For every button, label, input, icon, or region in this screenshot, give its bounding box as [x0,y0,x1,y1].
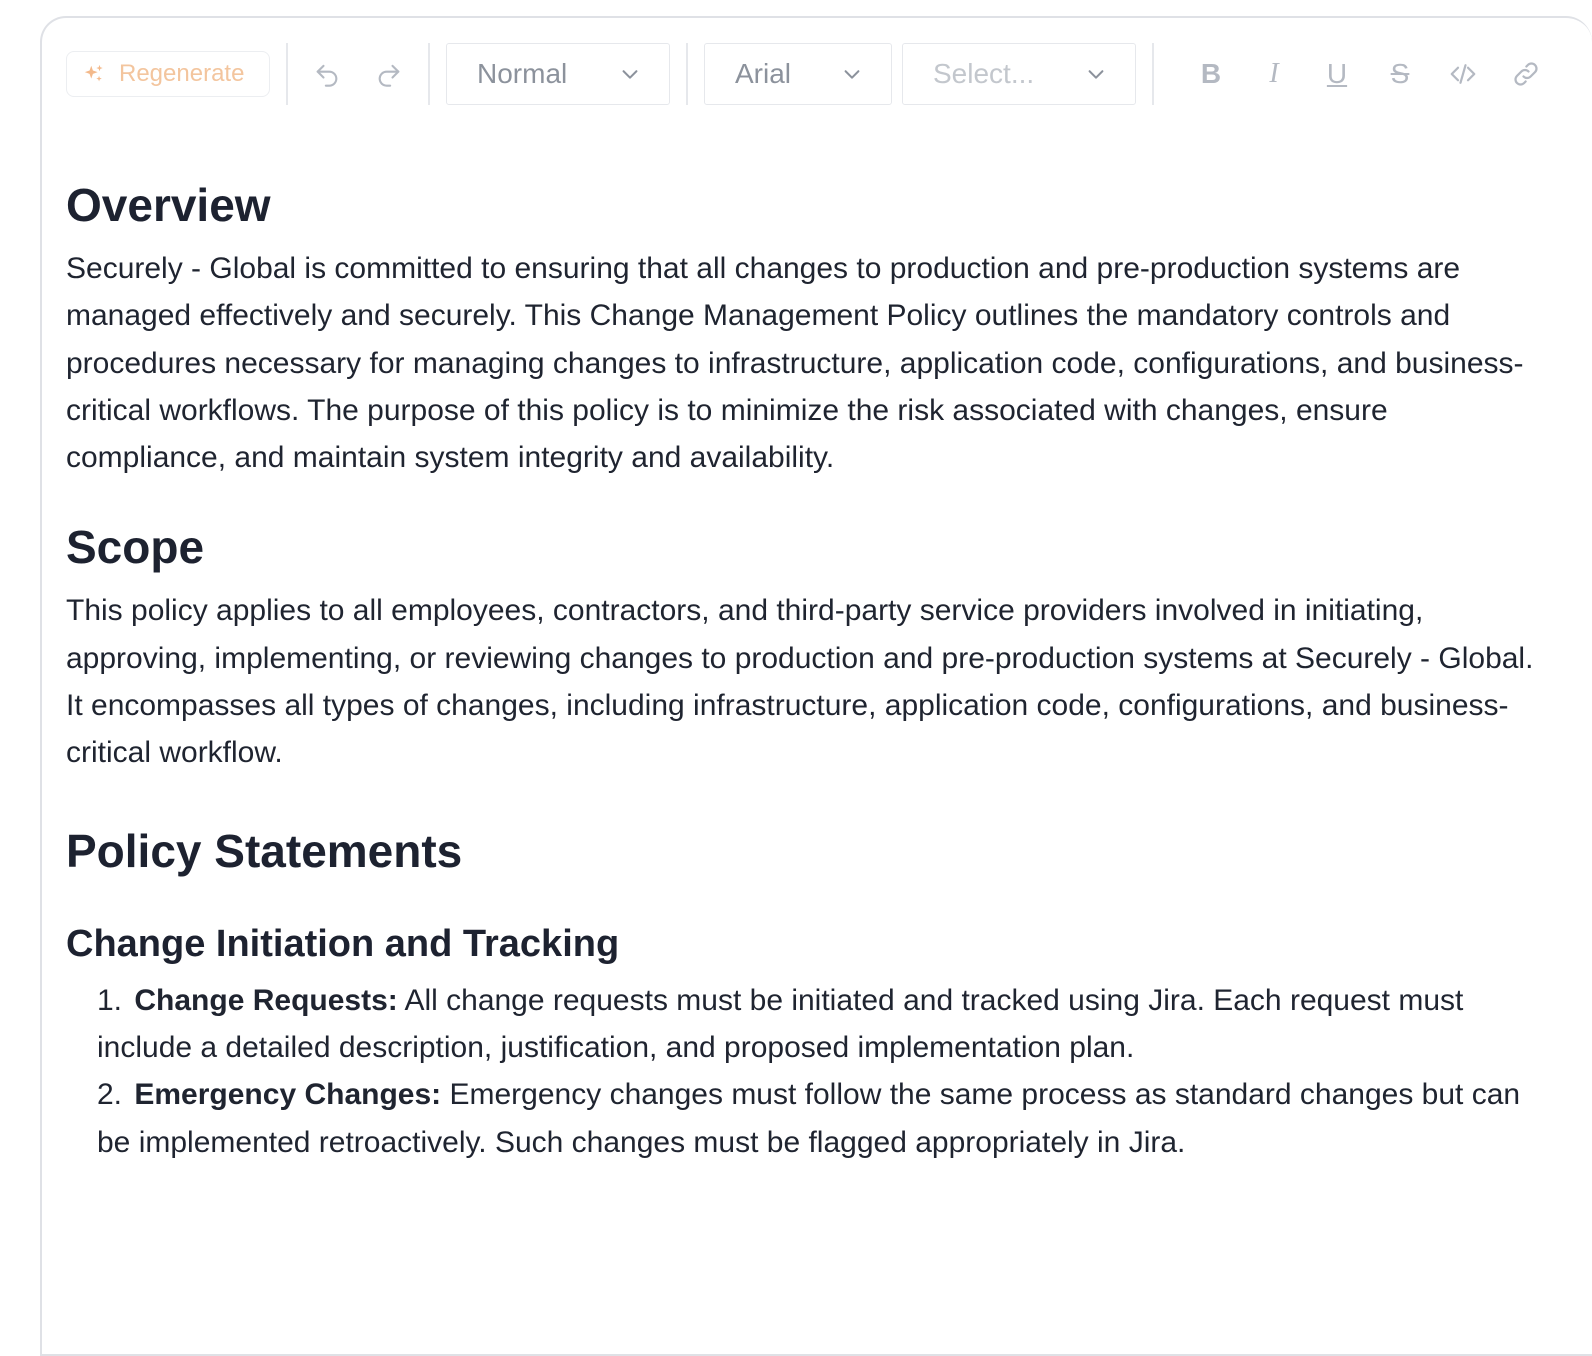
regenerate-button[interactable] [66,51,270,97]
list-item [97,977,1546,1072]
font-size-select[interactable] [902,43,1136,105]
sparkle-icon [83,63,119,85]
scope-body: This policy applies to all employees, contractors, and third-party service providers involved in initiating, approving, implementing, or reviewing changes to production and pre-production systems at Securely - Global. It encompasses all types of changes, including infrastructure, application code, configurations, and business-critical workflow. [66,594,1534,770]
toolbar-divider [1152,43,1154,105]
toolbar-divider [286,43,288,105]
strikethrough-button[interactable] [1377,51,1423,97]
overview-heading: Overview [66,179,271,231]
list-item-number: 2. [97,1078,123,1112]
list-item-title: Change Requests: [134,983,398,1017]
font-size-placeholder: Select... [933,58,1035,89]
block-style-value: Normal [477,58,568,89]
list-item-text: Emergency changes must follow the same process as standard changes but can be implemented retroactively. Such changes must be flagged appropriately in Jira. [97,1078,1521,1159]
policy-list [66,977,1546,1166]
code-icon [1448,59,1478,89]
underline-button[interactable] [1314,51,1360,97]
font-family-value: Arial [735,58,792,89]
scope-heading: Scope [66,521,205,574]
format-buttons [1188,51,1549,97]
block-style-select[interactable] [446,43,670,105]
code-button[interactable] [1440,51,1486,97]
italic-button[interactable] [1251,51,1297,97]
font-family-select[interactable] [704,43,892,105]
change-initiation-heading: Change Initiation and Tracking [66,922,620,965]
link-button[interactable] [1503,51,1549,97]
bold-icon: B [1200,58,1222,89]
editor-toolbar [66,42,1549,106]
undo-button[interactable] [304,51,350,97]
link-icon [1511,59,1541,89]
chevron-down-icon [619,63,641,85]
editor-card [40,16,1592,1356]
redo-button[interactable] [366,51,412,97]
strikethrough-icon: S [1390,58,1410,89]
policy-statements-heading: Policy Statements [66,824,463,877]
undo-icon [313,60,341,88]
chevron-down-icon [1085,63,1107,85]
regenerate-label: Regenerate [119,60,245,87]
toolbar-divider [686,43,688,105]
overview-body: Securely - Global is committed to ensuring that all changes to production and pre-production systems are managed effectively and securely. This Change Management Policy outlines the mandatory controls and procedures necessary for managing changes to infrastructure, application code, configurations, and business-critical workflows. The purpose of this policy is to minimize the risk associated with changes, ensure compliance, and maintain system integrity and availability. [66,252,1524,475]
list-item [97,1071,1546,1166]
list-item-number: 1. [97,983,123,1017]
chevron-down-icon [841,63,863,85]
redo-icon [375,60,403,88]
list-item-text: All change requests must be initiated and tracked using Jira. Each request must include a detailed description, justification, and proposed implementation plan. [97,983,1464,1064]
list-item-title: Emergency Changes: [134,1078,442,1112]
underline-icon: U [1326,58,1348,89]
document-content[interactable] [66,168,1546,1166]
toolbar-divider [428,43,430,105]
bold-button[interactable] [1188,51,1234,97]
italic-icon: I [1269,58,1279,89]
